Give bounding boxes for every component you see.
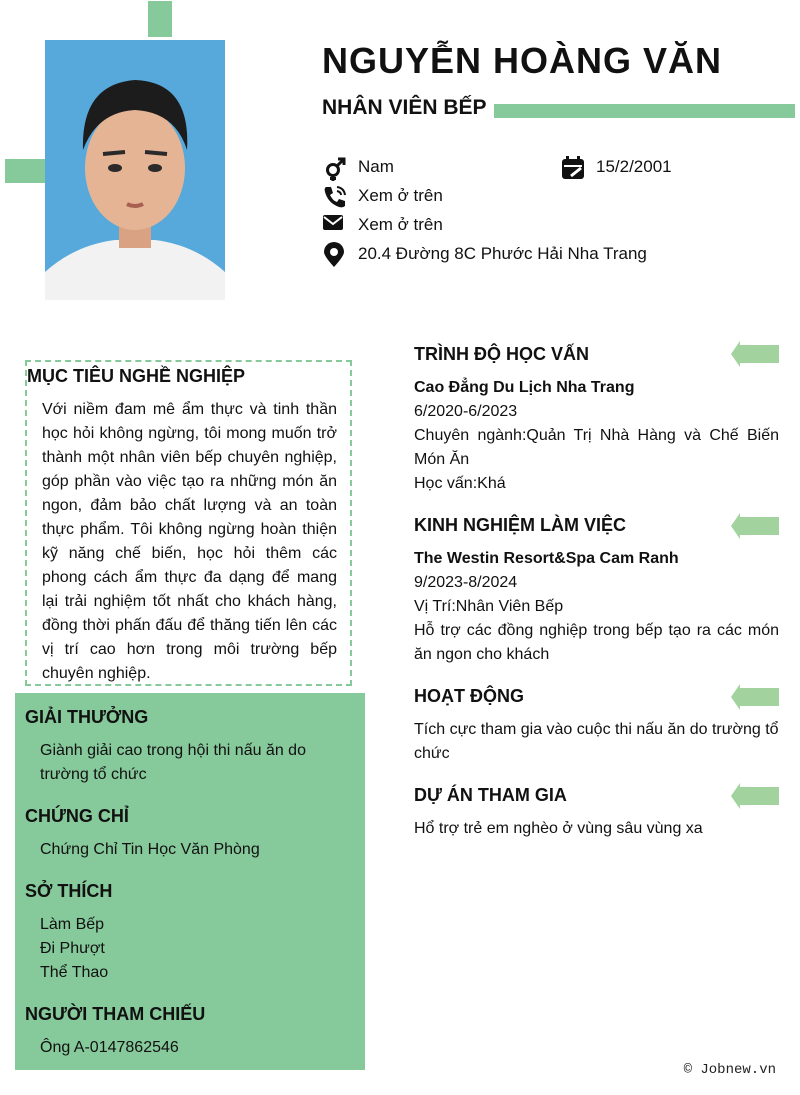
certificates-title: CHỨNG CHỈ — [25, 806, 129, 826]
deco-bar-left — [5, 159, 45, 183]
location-icon — [322, 242, 348, 268]
reference-item: Ông A-0147862546 — [40, 1039, 179, 1056]
calendar-icon — [560, 155, 586, 181]
birthday-value: 15/2/2001 — [596, 157, 672, 176]
experience-title: KINH NGHIỆM LÀM VIỆC — [414, 515, 627, 535]
activities-title: HOẠT ĐỘNG — [414, 686, 524, 706]
phone-icon — [322, 184, 348, 210]
job-title: NHÂN VIÊN BẾP — [322, 96, 487, 119]
certificate-item: Chứng Chỉ Tin Học Văn Phòng — [40, 841, 260, 858]
arrow-left-icon — [731, 783, 779, 809]
education-title: TRÌNH ĐỘ HỌC VẤN — [414, 344, 589, 364]
awards-title: GIẢI THƯỞNG — [25, 707, 149, 727]
arrow-left-icon — [731, 341, 779, 367]
email-icon — [322, 212, 348, 238]
career-objective-text: Với niềm đam mê ẩm thực và tinh thần học hỏi không ngừng, tôi mong muốn trở thành một nhân viên bếp chuyên nghiệp, góp phần vào việc tạo ra những món ăn ngon, đảm bảo chất lượng và an toàn thực phẩm. Tôi không ngừng hoàn thiện kỹ năng chế biến, học hỏi thêm các phong cách ẩm thực đa dạng để mang lại trải nghiệm tốt nhất cho khách hàng, đồng thời phấn đấu để thăng tiến lên các vị trí cao hơn trong môi trường bếp chuyên nghiệp. — [42, 401, 337, 682]
experience-position: Vị Trí:Nhân Viên Bếp — [414, 598, 564, 615]
phone-value: Xem ở trên — [358, 186, 443, 205]
deco-bar-top — [148, 1, 172, 37]
experience-company: The Westin Resort&Spa Cam Ranh — [414, 550, 679, 567]
education-level: Học vấn:Khá — [414, 475, 506, 492]
projects-title: DỰ ÁN THAM GIA — [414, 785, 567, 805]
hobby-item: Đi Phượt — [40, 940, 105, 957]
profile-photo — [45, 40, 225, 300]
projects-text: Hổ trợ trẻ em nghèo ở vùng sâu vùng xa — [414, 820, 703, 837]
awards-text: Giành giải cao trong hội thi nấu ăn do trường tổ chức — [40, 742, 306, 783]
education-major: Chuyên ngành:Quản Trị Nhà Hàng và Chế Biến Món Ăn — [414, 427, 779, 468]
experience-description: Hỗ trợ các đồng nghiệp trong bếp tạo ra các món ăn ngon cho khách — [414, 622, 779, 663]
activities-text: Tích cực tham gia vào cuộc thi nấu ăn do trường tổ chức — [414, 721, 779, 762]
gender-value: Nam — [358, 157, 394, 176]
experience-period: 9/2023-8/2024 — [414, 574, 518, 591]
gender-icon — [322, 155, 348, 181]
hobby-item: Làm Bếp — [40, 916, 105, 933]
arrow-left-icon — [731, 513, 779, 539]
career-objective-title: MỤC TIÊU NGHỀ NGHIỆP — [27, 366, 246, 386]
arrow-left-icon — [731, 684, 779, 710]
hobby-item: Thể Thao — [40, 964, 109, 981]
hobbies-title: SỞ THÍCH — [25, 881, 113, 901]
address-value: 20.4 Đường 8C Phước Hải Nha Trang — [358, 244, 647, 263]
education-period: 6/2020-6/2023 — [414, 403, 518, 420]
education-school: Cao Đẳng Du Lịch Nha Trang — [414, 379, 635, 396]
email-value: Xem ở trên — [358, 215, 443, 234]
references-title: NGƯỜI THAM CHIẾU — [25, 1004, 206, 1024]
job-title-underline — [494, 104, 795, 118]
footer-credit: © Jobnew.vn — [683, 1062, 776, 1078]
candidate-name: NGUYỄN HOÀNG VĂN — [322, 40, 723, 81]
